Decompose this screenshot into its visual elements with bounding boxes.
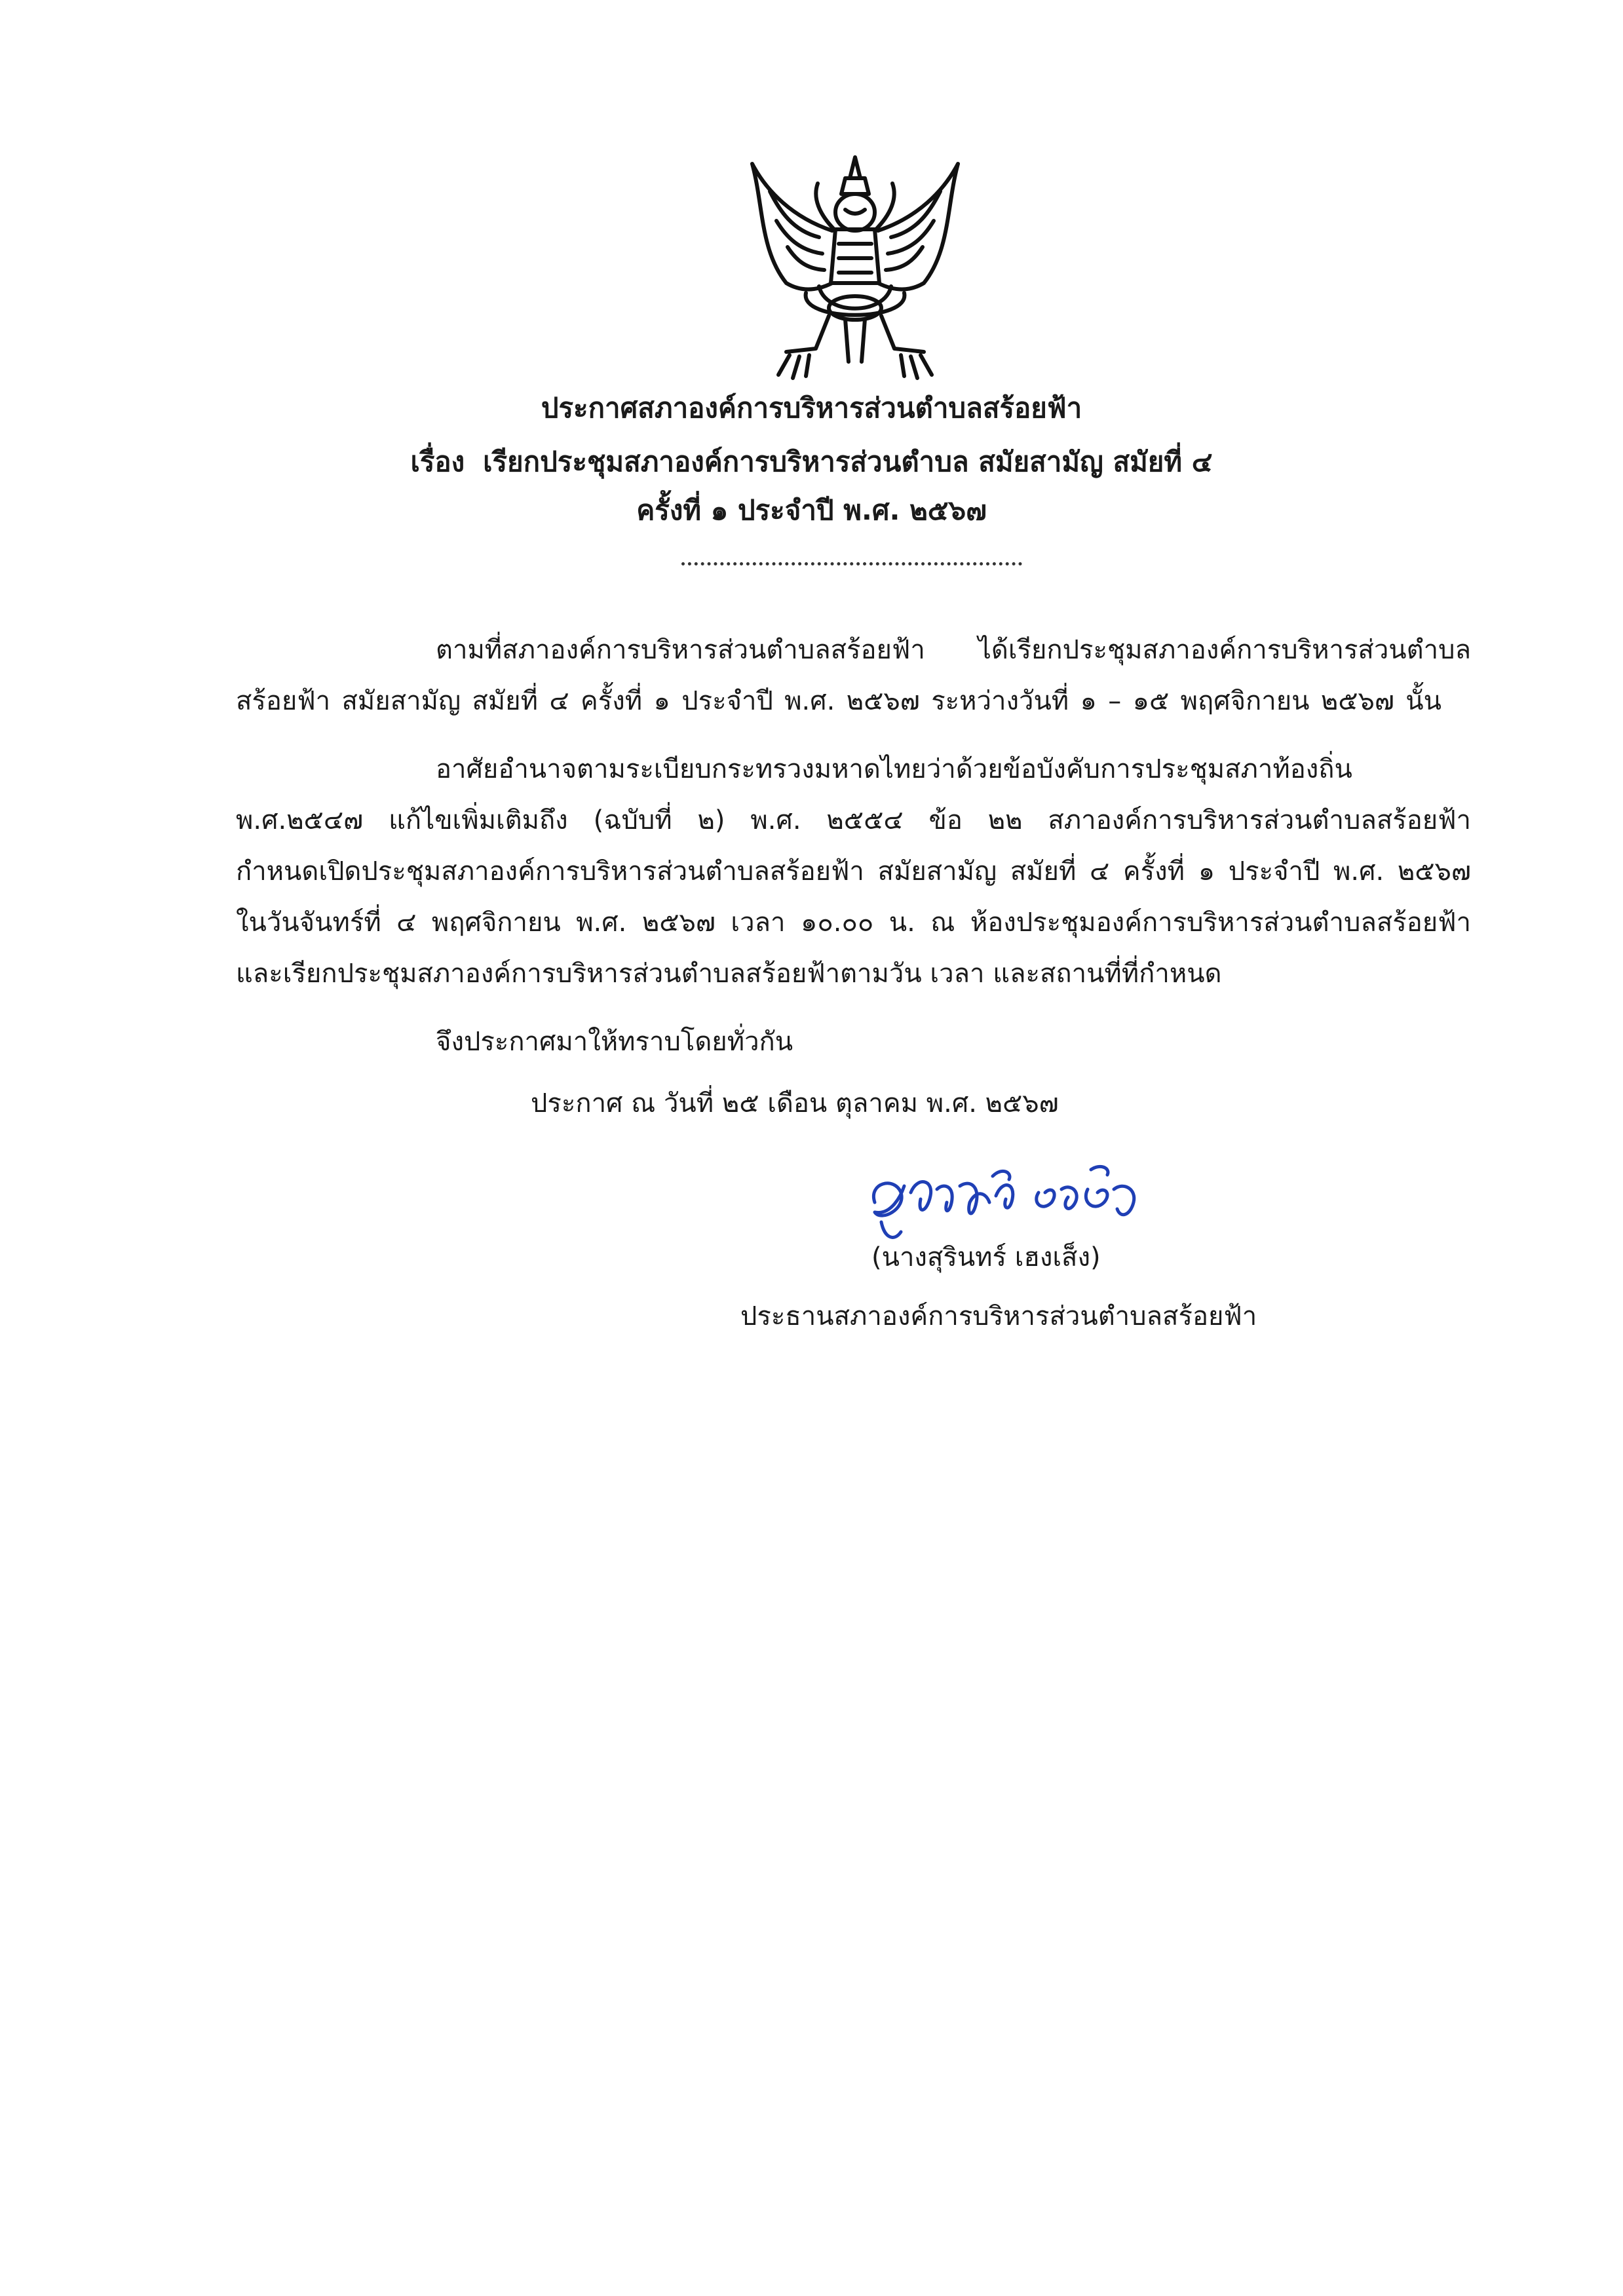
subject-text: เรียกประชุมสภาองค์การบริหารส่วนตำบล สมัยสามัญ สมัยที่ ๔ [483,446,1213,478]
paragraph2-line3: กำหนดเปิดประชุมสภาองค์การบริหารส่วนตำบลสร้อยฟ้า สมัยสามัญ สมัยที่ ๔ ครั้งที่ ๑ ประจำปี พ.ศ. ๒๕๖๗ [236,856,1471,887]
garuda-emblem-icon [740,152,970,385]
paragraph2-line2: พ.ศ.๒๕๔๗ แก้ไขเพิ่มเติมถึง (ฉบับที่ ๒) พ.ศ. ๒๕๕๔ ข้อ ๒๒ สภาองค์การบริหารส่วนตำบลสร้อยฟ้า [236,805,1471,835]
announcement-title: ประกาศสภาองค์การบริหารส่วนตำบลสร้อยฟ้า [541,392,1082,424]
signer-name: (นางสุรินทร์ เฮงเส็ง) [871,1242,1101,1272]
announcement-subject-line2: ครั้งที่ ๑ ประจำปี พ.ศ. ๒๕๖๗ [636,494,987,526]
handwritten-signature [855,1157,1170,1255]
paragraph2-line5: และเรียกประชุมสภาองค์การบริหารส่วนตำบลสร้อยฟ้าตามวัน เวลา และสถานที่ที่กำหนด [236,959,1222,989]
paragraph2-line1: อาศัยอำนาจตามระเบียบกระทรวงมหาดไทยว่าด้วยข้อบังคับการประชุมสภาท้องถิ่น [436,754,1352,784]
subject-label: เรื่อง [410,446,465,478]
announcement-subject [0,446,1623,478]
announcement-date: ประกาศ ณ วันที่ ๒๕ เดือน ตุลาคม พ.ศ. ๒๕๖๗ [531,1088,1059,1119]
dotted-divider [681,562,1022,565]
paragraph1-line2: สร้อยฟ้า สมัยสามัญ สมัยที่ ๔ ครั้งที่ ๑ ประจำปี พ.ศ. ๒๕๖๗ ระหว่างวันที่ ๑ – ๑๕ พฤศจิกายน ๒๕๖๗ นั้น [236,686,1442,716]
paragraph2-line4: ในวันจันทร์ที่ ๔ พฤศจิกายน พ.ศ. ๒๕๖๗ เวลา ๑๐.๐๐ น. ณ ห้องประชุมองค์การบริหารส่วนตำบลสร้อยฟ้า [236,908,1471,938]
signer-position: ประธานสภาองค์การบริหารส่วนตำบลสร้อยฟ้า [740,1301,1257,1331]
closing-statement: จึงประกาศมาให้ทราบโดยทั่วกัน [436,1027,793,1057]
paragraph1-line1: ตามที่สภาองค์การบริหารส่วนตำบลสร้อยฟ้า ได้เรียกประชุมสภาองค์การบริหารส่วนตำบล [436,635,1471,665]
